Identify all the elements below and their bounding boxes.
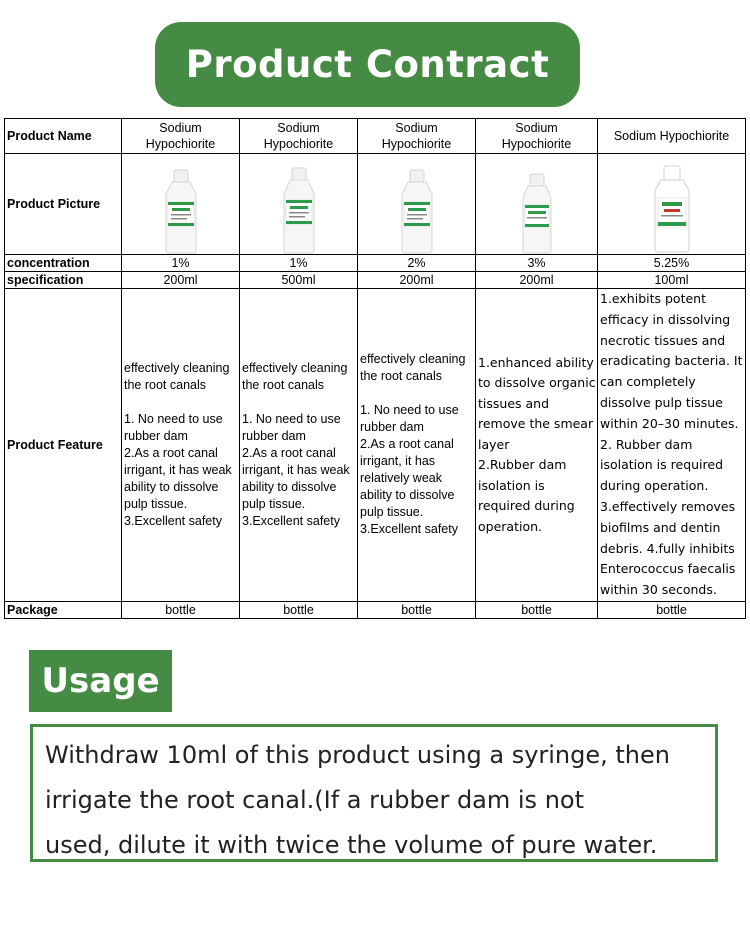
- feature-line: 2.As a root canal: [124, 445, 218, 460]
- package-cell: bottle: [598, 601, 746, 618]
- product-name-cell: Sodium Hypochiorite: [476, 119, 598, 154]
- bottle-image: [650, 164, 694, 254]
- feature-line: effectively cleaning: [124, 360, 230, 375]
- specification-cell: 200ml: [476, 272, 598, 289]
- product-comparison-table: [4, 118, 746, 619]
- usage-line: Withdraw 10ml of this product using a syringe, then: [45, 741, 670, 769]
- feature-cell: [358, 289, 476, 602]
- product-picture-cell: [476, 154, 598, 255]
- bottle-image: [161, 168, 201, 254]
- specification-cell: 200ml: [122, 272, 240, 289]
- feature-line: rubber dam: [360, 420, 424, 435]
- feature-cell: [240, 289, 358, 602]
- table-row-feature: [5, 289, 746, 602]
- feature-line: necrotic tissues and: [600, 332, 726, 348]
- feature-line: remove the smear: [478, 416, 594, 432]
- usage-instructions: [30, 724, 718, 862]
- table-row-picture: [5, 154, 746, 255]
- feature-line: [242, 394, 355, 411]
- feature-cell: [598, 289, 746, 602]
- feature-line: pulp tissue.: [360, 505, 424, 520]
- product-picture-cell: [240, 154, 358, 255]
- feature-line: isolation is: [478, 477, 545, 493]
- feature-line: 1. No need to use: [360, 403, 459, 418]
- feature-line: irrigant, it has weak: [124, 462, 232, 477]
- feature-line: 1. No need to use: [124, 411, 223, 426]
- feature-line: 2. Rubber dam: [600, 436, 693, 452]
- row-label-picture: Product Picture: [5, 154, 122, 255]
- feature-line: 2.Rubber dam: [478, 457, 567, 473]
- feature-line: 1.enhanced ability: [478, 354, 594, 370]
- feature-line: the root canals: [360, 369, 442, 384]
- row-label-feature: Product Feature: [5, 289, 122, 602]
- package-cell: bottle: [122, 601, 240, 618]
- feature-line: 3.Excellent safety: [124, 513, 222, 528]
- table-row-concentration: [5, 255, 746, 272]
- feature-line: effectively cleaning: [242, 360, 348, 375]
- product-name-cell: Sodium Hypochiorite: [240, 119, 358, 154]
- concentration-cell: 5.25%: [598, 255, 746, 272]
- feature-line: biofilms and dentin: [600, 519, 721, 535]
- feature-line: 1. No need to use: [242, 411, 341, 426]
- feature-line: relatively weak: [360, 471, 442, 486]
- package-cell: bottle: [476, 601, 598, 618]
- feature-line: ability to dissolve: [124, 479, 219, 494]
- page-title-banner: [155, 22, 580, 107]
- product-picture-cell: [598, 154, 746, 255]
- table-row-name: [5, 119, 746, 154]
- specification-cell: 100ml: [598, 272, 746, 289]
- feature-line: the root canals: [124, 377, 206, 392]
- package-cell: bottle: [358, 601, 476, 618]
- feature-line: ability to dissolve: [242, 479, 337, 494]
- feature-line: operation.: [478, 518, 542, 534]
- product-picture-cell: [122, 154, 240, 255]
- concentration-cell: 1%: [240, 255, 358, 272]
- product-picture-cell: [358, 154, 476, 255]
- package-cell: bottle: [240, 601, 358, 618]
- product-name-cell: Sodium Hypochiorite: [598, 119, 746, 154]
- feature-line: to dissolve organic: [478, 375, 596, 391]
- feature-cell: [476, 289, 598, 602]
- product-name-cell: Sodium Hypochiorite: [122, 119, 240, 154]
- feature-line: rubber dam: [242, 428, 306, 443]
- feature-line: efficacy in dissolving: [600, 311, 731, 327]
- feature-line: [360, 385, 473, 402]
- feature-line: irrigant, it has: [360, 454, 436, 469]
- feature-line: required during: [478, 498, 575, 514]
- feature-line: 2.As a root canal: [360, 437, 454, 452]
- feature-line: isolation is required: [600, 457, 724, 473]
- feature-line: during operation.: [600, 478, 709, 494]
- row-label-package: Package: [5, 601, 122, 618]
- row-label-concentration: concentration: [5, 255, 122, 272]
- feature-line: Enterococcus faecalis: [600, 561, 736, 577]
- feature-cell: [122, 289, 240, 602]
- concentration-cell: 1%: [122, 255, 240, 272]
- product-name-cell: Sodium Hypochiorite: [358, 119, 476, 154]
- feature-line: pulp tissue.: [242, 496, 306, 511]
- feature-line: 3.Excellent safety: [242, 513, 340, 528]
- feature-line: ability to dissolve: [360, 488, 455, 503]
- feature-line: effectively cleaning: [360, 352, 466, 367]
- feature-line: within 20–30 minutes.: [600, 415, 739, 431]
- concentration-cell: 2%: [358, 255, 476, 272]
- feature-line: [124, 394, 237, 411]
- feature-line: 2.As a root canal: [242, 445, 336, 460]
- usage-heading-text: Usage: [41, 661, 160, 701]
- feature-line: layer: [478, 436, 510, 452]
- feature-line: tissues and: [478, 395, 550, 411]
- feature-line: pulp tissue.: [124, 496, 188, 511]
- feature-line: 1.exhibits potent: [600, 291, 706, 306]
- feature-line: debris. 4.fully inhibits: [600, 540, 735, 556]
- row-label-name: Product Name: [5, 119, 122, 154]
- feature-line: eradicating bacteria. It: [600, 353, 743, 369]
- feature-line: 3.effectively removes: [600, 498, 736, 514]
- feature-line: the root canals: [242, 377, 324, 392]
- bottle-image: [397, 168, 437, 254]
- usage-heading: [29, 650, 172, 712]
- page-title: Product Contract: [185, 43, 550, 86]
- feature-line: irrigant, it has weak: [242, 462, 350, 477]
- concentration-cell: 3%: [476, 255, 598, 272]
- row-label-specification: specification: [5, 272, 122, 289]
- specification-cell: 500ml: [240, 272, 358, 289]
- specification-cell: 200ml: [358, 272, 476, 289]
- bottle-image: [519, 172, 555, 254]
- bottle-image: [280, 166, 318, 254]
- feature-line: dissolve pulp tissue: [600, 394, 723, 410]
- usage-line: used, dilute it with twice the volume of pure water.: [45, 831, 658, 859]
- feature-line: rubber dam: [124, 428, 188, 443]
- table-row-specification: [5, 272, 746, 289]
- feature-line: within 30 seconds.: [600, 582, 717, 598]
- feature-line: can completely: [600, 374, 696, 390]
- usage-line: irrigate the root canal.(If a rubber dam is not: [45, 786, 584, 814]
- feature-line: 3.Excellent safety: [360, 522, 458, 537]
- table-row-package: [5, 601, 746, 618]
